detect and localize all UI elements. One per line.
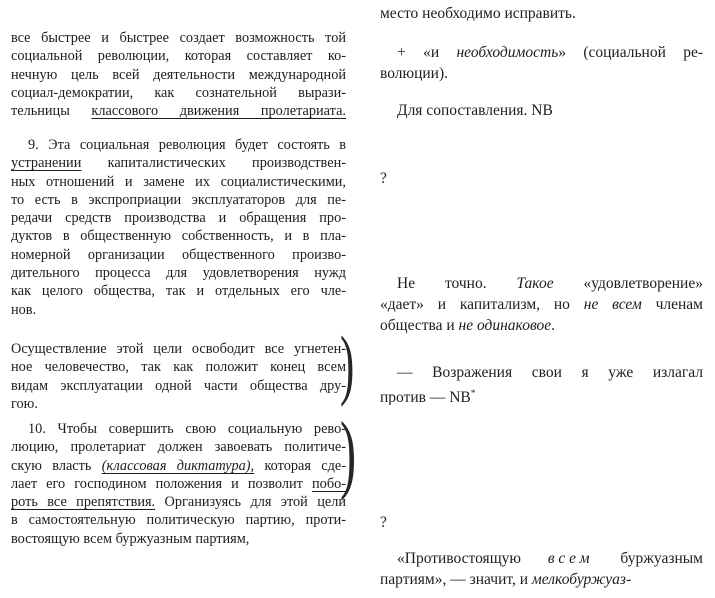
- text-segment: люцию, пролетариат должен завоевать политиче-: [11, 439, 346, 456]
- text-segment: ное человечество, так как положит конец всем: [11, 359, 346, 376]
- text-segment: — Возражения свои я уже излагал: [397, 364, 703, 381]
- text-segment: *: [470, 388, 476, 400]
- paragraph-point-10: [11, 420, 346, 548]
- text-segment: лает его господином положения и позволит: [11, 475, 313, 492]
- text-segment: редачи средств производства и обращения про-: [11, 210, 346, 227]
- text-line: [11, 66, 346, 84]
- text-line: [11, 530, 346, 548]
- text-line: [11, 475, 346, 493]
- italic-text: мелкобуржуаз-: [531, 571, 632, 589]
- text-line: [11, 136, 346, 154]
- italic-text: не всем: [583, 296, 642, 314]
- text-line: [380, 168, 703, 189]
- text-segment: видам эксплуатации одной части общества дру-: [11, 377, 346, 394]
- text-line: [11, 282, 346, 300]
- text-line: [11, 301, 346, 319]
- text-line: [11, 84, 346, 102]
- text-segment: «Противостоящую: [397, 550, 548, 567]
- text-line: [11, 358, 346, 376]
- italic-text: всем: [547, 550, 594, 567]
- text-segment: Не точно.: [397, 275, 517, 292]
- text-segment: как целого общества, так и отдельных его чле-: [11, 283, 346, 300]
- note-opposing-parties: [380, 548, 703, 590]
- note-addition-necessity: [380, 42, 703, 84]
- underlined-text: устранении: [11, 155, 82, 172]
- text-segment: социальной революции, которая составляет ко-: [11, 48, 346, 65]
- text-segment: Организуясь для этой цели: [155, 494, 346, 511]
- text-segment: все быстрее и быстрее создает возможность той: [11, 30, 346, 46]
- text-segment: против — NB: [380, 389, 471, 406]
- text-line: [11, 377, 346, 395]
- text-segment: общества и: [380, 317, 459, 335]
- underlined-text: классового движения пролетариата.: [91, 103, 346, 120]
- text-line: [11, 227, 346, 245]
- text-line: [11, 191, 346, 209]
- underlined-text: роть все препятствия.: [11, 494, 156, 511]
- margin-bracket-icon: ): [340, 320, 355, 407]
- text-line: [380, 383, 703, 405]
- text-line: [11, 420, 346, 438]
- text-segment: дуктов в общественную собственность, и в пла-: [11, 228, 346, 245]
- text-segment: дительного процесса для удовлетворения нужд: [11, 265, 346, 282]
- underlined-text: побо-: [312, 475, 346, 492]
- text-line: [380, 273, 703, 294]
- text-line: [380, 315, 703, 336]
- text-segment: «дает» и капитализм, но: [380, 296, 584, 314]
- text-line: [11, 173, 346, 191]
- text-segment: + «и: [397, 44, 457, 61]
- note-comparison-nb: [380, 100, 703, 121]
- text-segment: ?: [380, 170, 387, 187]
- note-question-mark: [380, 168, 703, 189]
- text-segment: тельницы: [11, 103, 92, 120]
- text-line: [380, 569, 703, 590]
- text-segment: нов.: [11, 301, 37, 318]
- text-segment: то есть в экспроприации эксплуататоров для пе-: [11, 191, 346, 208]
- text-segment: 10. Чтобы совершить свою социальную рево-: [28, 421, 346, 437]
- paragraph-point-9: [11, 136, 346, 319]
- text-segment: ?: [380, 514, 387, 531]
- text-segment: Для сопоставления. NB: [397, 102, 553, 119]
- text-segment: волюции).: [380, 65, 448, 83]
- note-not-exact: [380, 273, 703, 337]
- note-correction: [380, 3, 703, 24]
- underlined-text: (классовая диктатура),: [101, 457, 255, 474]
- text-segment: нечную цель всей деятельности международной: [11, 66, 346, 83]
- text-line: [380, 42, 703, 63]
- text-segment: 9. Эта социальная революция будет состоять в: [28, 137, 346, 153]
- text-segment: гою.: [11, 395, 38, 412]
- text-segment: .: [551, 317, 555, 335]
- text-line: [11, 457, 346, 475]
- text-line: [380, 100, 703, 121]
- text-line: [11, 246, 346, 264]
- text-line: [11, 29, 346, 47]
- italic-text: Такое: [516, 275, 554, 292]
- text-segment: востоящую всем буржуазным партиям,: [11, 530, 250, 547]
- text-line: [11, 264, 346, 282]
- text-line: [380, 63, 703, 84]
- margin-bracket-icon: ): [340, 405, 357, 502]
- text-line: [380, 3, 703, 24]
- text-segment: место необходимо исправить.: [380, 5, 576, 22]
- text-segment: скую власть: [11, 457, 102, 474]
- note-question-mark-2: [380, 512, 703, 533]
- text-segment: социал-демократии, как сознательной вырази-: [11, 84, 346, 101]
- text-segment: ных отношений и замене их социалистическими,: [11, 173, 346, 190]
- note-objections-nb: [380, 362, 703, 405]
- text-segment: номерной организации общественного произво-: [11, 246, 346, 263]
- text-line: [380, 548, 703, 569]
- text-line: [11, 209, 346, 227]
- paragraph-continuation: [11, 29, 346, 120]
- text-segment: капиталистических производствен-: [81, 155, 346, 172]
- text-line: [11, 47, 346, 65]
- text-segment: которая сде-: [254, 457, 346, 474]
- italic-text: необходимость: [456, 44, 559, 61]
- text-segment: «удовлетворение»: [553, 275, 703, 292]
- text-segment: Осуществление этой цели освободит все угнетен-: [11, 341, 346, 357]
- text-line: [11, 340, 346, 358]
- text-line: [380, 294, 703, 315]
- paragraph-goal-realization: [11, 340, 346, 413]
- italic-text: не одинаковое: [458, 317, 552, 335]
- text-segment: членам: [641, 296, 703, 314]
- text-line: [11, 438, 346, 456]
- text-line: [11, 102, 346, 120]
- text-line: [11, 511, 346, 529]
- text-segment: партиям», — значит, и: [380, 571, 532, 589]
- text-line: [11, 395, 346, 413]
- text-line: [380, 362, 703, 383]
- text-segment: буржуазным: [593, 550, 703, 567]
- text-line: [11, 493, 346, 511]
- text-line: [380, 512, 703, 533]
- text-segment: » (социальной ре-: [558, 44, 703, 61]
- text-segment: в самостоятельную политическую партию, проти-: [11, 512, 346, 529]
- text-line: [11, 154, 346, 172]
